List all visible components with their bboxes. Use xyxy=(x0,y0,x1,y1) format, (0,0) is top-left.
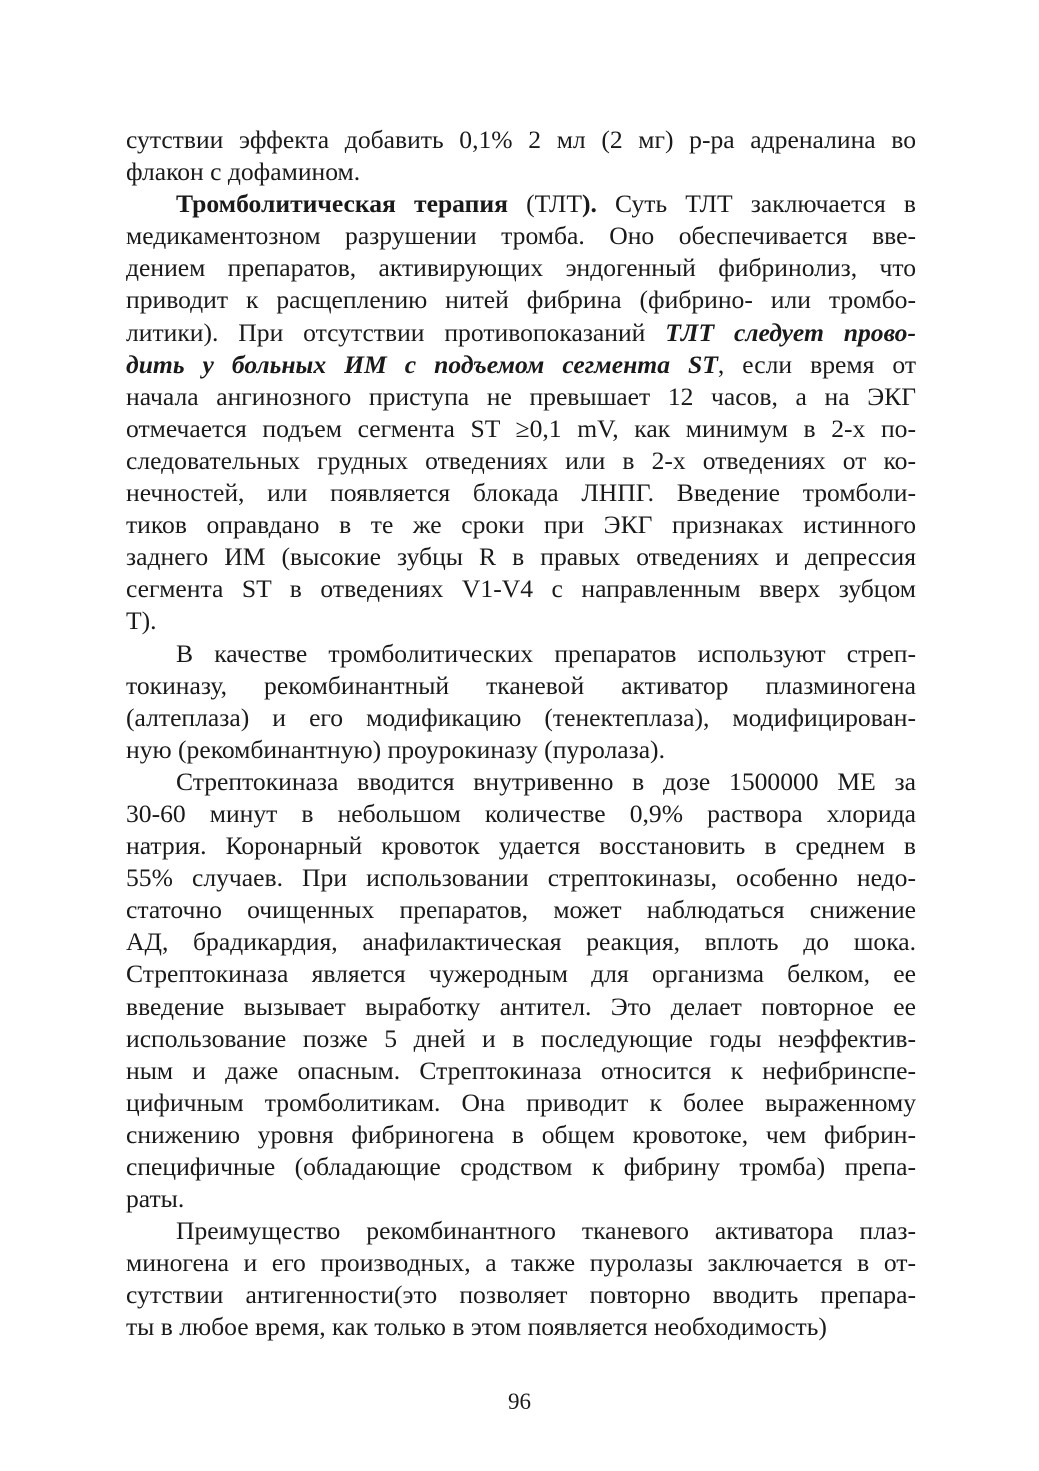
text-run: ную (рекомбинантную) проурокиназу (пуролаза). xyxy=(126,734,665,764)
text-run: токиназу, рекомбинантный тканевой активатор плазминогена xyxy=(126,670,916,700)
paragraph xyxy=(126,124,916,188)
text-run: специфичные (обладающие сродством к фибрину тромба) препа- xyxy=(126,1152,916,1181)
text-line xyxy=(126,638,916,670)
text-line xyxy=(126,1151,916,1183)
text-line xyxy=(126,991,916,1023)
text-line xyxy=(126,1183,916,1215)
text-run: миногена и его производных, а также пуролазы заключается в от- xyxy=(126,1248,916,1278)
text-run: цифичным тромболитикам. Она приводит к более выраженному xyxy=(126,1087,916,1117)
text-run: флакон с дофамином. xyxy=(126,157,361,187)
text-run: раты. xyxy=(126,1184,185,1214)
text-line xyxy=(126,734,916,766)
text-line xyxy=(126,1247,916,1279)
text-line xyxy=(126,317,916,349)
text-line xyxy=(126,477,916,509)
text-line xyxy=(126,926,916,958)
text-line xyxy=(126,124,916,156)
emphasis-text: дить у больных ИМ с подъемом сегмента ST xyxy=(126,349,718,379)
text-run: АД, брадикардия, анафилактическая реакция, вплоть до шока. xyxy=(126,927,916,957)
text-run: (алтеплаза) и его модификацию (тенектеплаза), модифицирован- xyxy=(126,702,916,732)
text-line xyxy=(126,1311,916,1343)
text-line xyxy=(126,349,916,381)
text-line xyxy=(126,798,916,830)
page-number: 96 xyxy=(508,1389,531,1414)
text-line xyxy=(126,188,916,220)
text-run: Стрептокиназа вводится внутривенно в дозе 1500000 МЕ за xyxy=(176,766,916,796)
text-line xyxy=(126,573,916,605)
text-run: литики). При отсутствии противопоказаний xyxy=(126,317,666,347)
text-line xyxy=(126,894,916,926)
text-run: тиков оправдано в те же сроки при ЭКГ признаках истинного xyxy=(126,510,916,540)
text-line xyxy=(126,862,916,894)
paragraph xyxy=(126,766,916,1215)
text-run: ты в любое время, как только в этом появляется необходимость) xyxy=(126,1312,827,1342)
text-run: дением препаратов, активирующих эндогенный фибринолиз, что xyxy=(126,253,916,283)
text-line xyxy=(126,413,916,445)
text-line xyxy=(126,509,916,541)
text-line xyxy=(126,284,916,316)
text-run: ным и даже опасным. Стрептокиназа относится к нефибринспе- xyxy=(126,1055,916,1085)
text-run: нечностей, или появляется блокада ЛНПГ. Введение тромболи- xyxy=(126,478,916,508)
text-run: Стрептокиназа является чужеродным для организма белком, ее xyxy=(126,959,916,989)
emphasis-text: Тромболитическая терапия xyxy=(176,189,508,219)
text-run: , если время от xyxy=(717,349,916,379)
body-text xyxy=(126,124,916,1344)
text-run: 55% случаев. При использовании стрептокиназы, особенно недо- xyxy=(126,863,916,893)
text-line xyxy=(126,1279,916,1311)
text-run: сутствии эффекта добавить 0,1% 2 мл (2 мг) р-ра адреналина во xyxy=(126,125,916,154)
text-run: медикаментозном разрушении тромба. Оно обеспечивается вве- xyxy=(126,221,916,251)
text-line xyxy=(126,958,916,990)
text-run: Суть ТЛТ заключается в xyxy=(596,189,916,219)
text-run: сегмента ST в отведениях V1-V4 с направленным вверх зубцом xyxy=(126,574,916,604)
text-run: 30-60 минут в небольшом количестве 0,9% раствора хлорида xyxy=(126,798,916,828)
text-run: начала ангинозного приступа не превышает 12 часов, а на ЭКГ xyxy=(126,381,916,411)
text-run: (ТЛТ xyxy=(507,189,582,219)
text-line xyxy=(126,1215,916,1247)
text-line xyxy=(126,1023,916,1055)
text-line xyxy=(126,605,916,637)
text-run: отмечается подъем сегмента ST ≥0,1 mV, как минимум в 2-х по- xyxy=(126,413,916,443)
paragraph xyxy=(126,1215,916,1343)
text-line xyxy=(126,220,916,252)
text-line xyxy=(126,702,916,734)
text-run: Т). xyxy=(126,606,157,636)
text-run: сутствии антигенности(это позволяет повторно вводить препара- xyxy=(126,1280,916,1310)
text-run: приводит к расщеплению нитей фибрина (фибрино- или тромбо- xyxy=(126,285,916,315)
text-line xyxy=(126,670,916,702)
text-line xyxy=(126,156,916,188)
emphasis-text: ). xyxy=(582,189,597,219)
text-run: заднего ИМ (высокие зубцы R в правых отведениях и депрессия xyxy=(126,542,916,572)
text-run: снижению уровня фибриногена в общем кровотоке, чем фибрин- xyxy=(126,1119,916,1149)
text-line xyxy=(126,381,916,413)
text-line xyxy=(126,252,916,284)
text-run: Преимущество рекомбинантного тканевого активатора плаз- xyxy=(176,1216,916,1246)
text-run: использование позже 5 дней и в последующие годы неэффектив- xyxy=(126,1023,916,1053)
text-line xyxy=(126,1119,916,1151)
text-run: В качестве тромболитических препаратов используют стреп- xyxy=(176,638,916,668)
text-line xyxy=(126,830,916,862)
emphasis-text: ТЛТ следует прово- xyxy=(665,317,916,347)
text-line xyxy=(126,1087,916,1119)
paragraph xyxy=(126,638,916,766)
text-run: следовательных грудных отведениях или в 2-х отведениях от ко- xyxy=(126,445,916,475)
text-run: введение вызывает выработку антител. Это делает повторное ее xyxy=(126,991,916,1021)
text-run: статочно очищенных препаратов, может наблюдаться снижение xyxy=(126,895,916,925)
paragraph xyxy=(126,188,916,637)
text-line xyxy=(126,445,916,477)
text-line xyxy=(126,766,916,798)
text-line xyxy=(126,1055,916,1087)
text-line xyxy=(126,541,916,573)
text-run: натрия. Коронарный кровоток удается восстановить в среднем в xyxy=(126,831,916,861)
